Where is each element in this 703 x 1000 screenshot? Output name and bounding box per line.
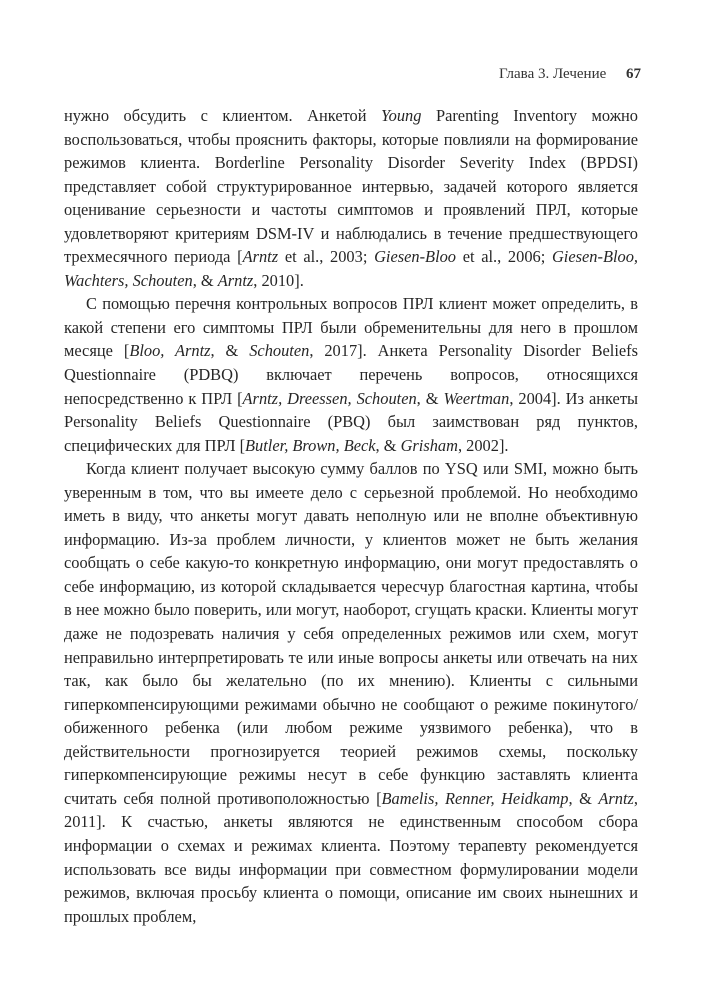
text-run: , 2011]. К счастью, анкеты являются не единственным способом сбора информации о схемах и режимах клиента. Поэтому терапевту рекомендуется использовать все виды информации при совместном формулировании модели режимов, включая просьбу клиента о помощи, описание им своих нынешних и прошлых проблем, bbox=[64, 788, 639, 926]
text-run: et al., 2003; bbox=[278, 247, 375, 267]
text-run: Когда клиент получает высокую сумму баллов по YSQ или SMI, можно быть уверенным в том, что вы имеете дело с серьезной проблемой. Но необходимо иметь в виду, что анкеты могут давать неполную или не вполне объективную информацию. Из-за проблем личности, у клиентов может не быть желания сообщать о себе какую-то конкретную информацию, они могут предоставлять о себе информацию, из которой складывается чересчур благостная картина, чтобы в нее можно было поверить, или могут, наоборот, сгущать краски. Клиенты могут даже не подозревать наличия у себя определенных режимов или схем, могут неправильно интерпретировать те или иные вопросы анкеты или отвечать на них так, как было бы желательно (по их мнению). Клиенты с сильными гиперкомпенсирующими режимами обычно не сообщают о режиме покинутого/обиженного ребенка (или любом режиме уязвимого ребенка), что в действительности прогнозируется теорией режимов схемы, поскольку гиперкомпенсирующие режимы несут в себе функцию заставлять клиента считать себя полной противоположностью [ bbox=[64, 459, 638, 808]
body-text bbox=[64, 104, 638, 928]
italic-text-run: Giesen-Bloo, Wachters, Schouten bbox=[64, 247, 638, 290]
italic-text-run: Arntz bbox=[242, 247, 279, 267]
text-run: , 2004]. Из анкеты Personality Beliefs Questionnaire (PBQ) был заимствован ряд пунктов, специфических для ПРЛ [ bbox=[64, 388, 639, 455]
text-run: С помощью перечня контрольных вопросов ПРЛ клиент может определить, в какой степени его симптомы ПРЛ были обременительны для него в прошлом месяце [ bbox=[64, 294, 638, 361]
running-head bbox=[499, 66, 641, 83]
italic-text-run: Butler, Brown, Beck bbox=[245, 435, 376, 455]
italic-text-run: Grisham bbox=[400, 435, 458, 455]
paragraph-2 bbox=[64, 292, 638, 457]
text-run: , & bbox=[192, 270, 218, 290]
italic-text-run: Arntz bbox=[217, 270, 254, 290]
italic-text-run: Young bbox=[381, 106, 422, 125]
text-run: , & bbox=[375, 435, 401, 455]
paragraph-3 bbox=[64, 457, 638, 928]
text-run: , 2002]. bbox=[457, 435, 509, 455]
page-number: 67 bbox=[626, 66, 641, 82]
text-run: Parenting Inventory можно воспользоваться, чтобы прояснить факторы, которые повлияли на формирование режимов клиента. Borderline Personality Disorder Severity Index (BPDSI) представляет собой структурированное интервью, задачей которого является оценивание серьезности и частоты симптомов и проявлений ПРЛ, которые удовлетворяют критериям DSM-IV и наблюдались в течение предшествующего трехмесячного периода [ bbox=[64, 106, 638, 267]
italic-text-run: Arntz, Dreessen, Schouten bbox=[242, 388, 417, 408]
chapter-title: Глава 3. Лечение bbox=[499, 66, 607, 82]
italic-text-run: Bamelis, Renner, Heidkamp bbox=[381, 788, 569, 808]
text-run: , & bbox=[568, 788, 599, 808]
italic-text-run: Schouten bbox=[249, 341, 310, 361]
italic-text-run: Giesen-Bloo bbox=[374, 247, 457, 267]
paragraph-1 bbox=[64, 104, 638, 292]
text-run: , & bbox=[416, 388, 444, 408]
italic-text-run: Weertman bbox=[443, 388, 510, 408]
text-run: , & bbox=[210, 341, 250, 361]
text-run: нужно обсудить с клиентом. Анкетой bbox=[64, 106, 382, 125]
italic-text-run: Bloo, Arntz bbox=[129, 341, 211, 361]
text-run: , 2017]. Анкета Personality Disorder Beliefs Questionnaire (PDBQ) включает перечень вопросов, относящихся непосредственно к ПРЛ [ bbox=[64, 341, 639, 408]
italic-text-run: Arntz bbox=[598, 788, 634, 808]
text-run: , 2010]. bbox=[253, 270, 304, 290]
text-run: et al., 2006; bbox=[456, 247, 552, 267]
